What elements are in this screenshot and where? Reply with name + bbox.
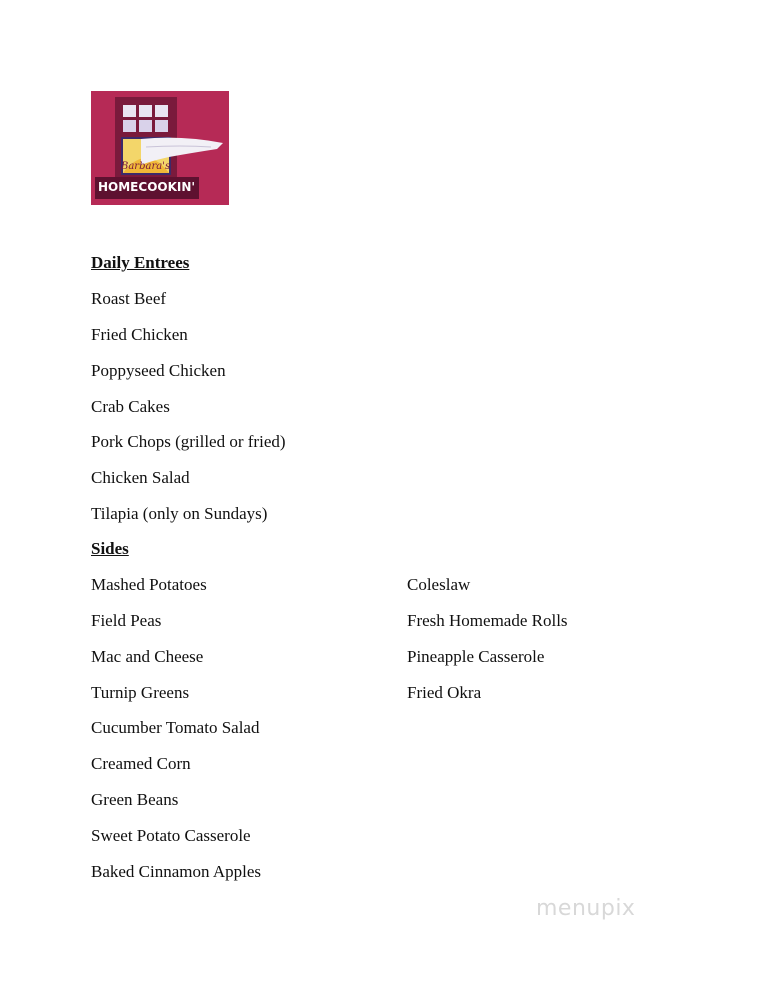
entree-item: Chicken Salad	[91, 468, 190, 487]
side-item: Cucumber Tomato Salad	[91, 718, 260, 737]
side-item: Mashed Potatoes	[91, 575, 207, 594]
logo-script-text: Barbara's	[121, 161, 171, 172]
side-item: Creamed Corn	[91, 754, 191, 773]
side-item: Fresh Homemade Rolls	[407, 611, 568, 630]
side-item: Turnip Greens	[91, 683, 190, 702]
side-item: Pineapple Casserole	[407, 647, 545, 666]
entree-item: Fried Chicken	[91, 325, 188, 344]
entree-item: Tilapia (only on Sundays)	[91, 504, 268, 523]
entree-item: Poppyseed Chicken	[91, 361, 226, 380]
side-item: Sweet Potato Casserole	[91, 826, 251, 845]
side-item: Fried Okra	[407, 683, 482, 702]
logo-brand-text: HOMECOOKIN'	[98, 180, 196, 194]
side-item: Mac and Cheese	[91, 647, 204, 666]
section-title-sides: Sides	[91, 539, 129, 558]
section-title-daily-entrees: Daily Entrees	[91, 253, 190, 272]
side-item: Field Peas	[91, 611, 162, 630]
entree-item: Pork Chops (grilled or fried)	[91, 432, 286, 451]
side-item: Green Beans	[91, 790, 179, 809]
entree-item: Roast Beef	[91, 289, 167, 308]
restaurant-logo	[91, 91, 229, 205]
watermark: menupix	[536, 896, 636, 921]
entree-item: Crab Cakes	[91, 397, 170, 416]
side-item: Coleslaw	[407, 575, 471, 594]
side-item: Baked Cinnamon Apples	[91, 862, 261, 881]
